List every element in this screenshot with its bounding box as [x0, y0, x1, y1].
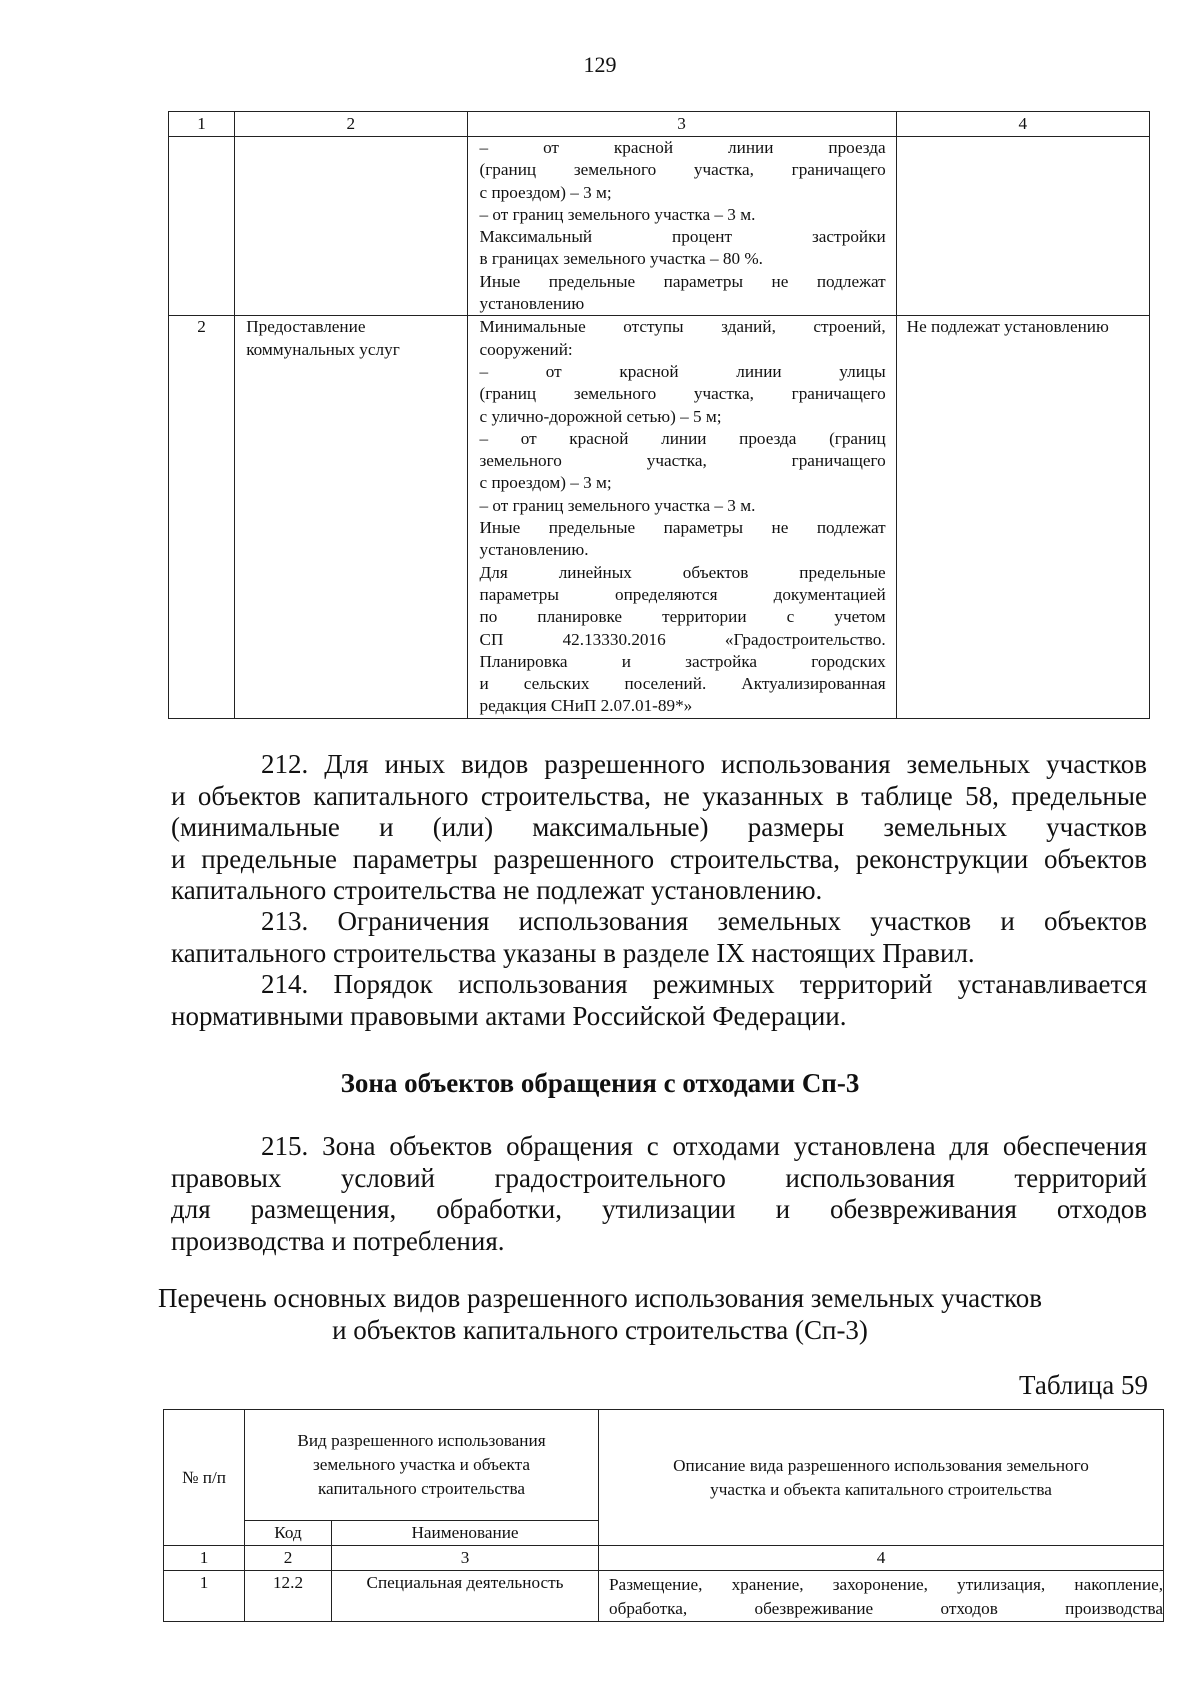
text-line: 214. Порядок использования режимных территорий устанавливается: [261, 969, 1147, 999]
text-line: с улично-дорожной сетью) – 5 м;: [479, 406, 722, 426]
column-number: 4: [599, 1546, 1164, 1571]
row-params: [467, 316, 896, 718]
text-line: – от красной линии улицы: [479, 361, 886, 381]
header-cell: 1: [169, 112, 235, 137]
text-line: коммунальных услуг: [246, 339, 400, 359]
text-line: Иные предельные параметры не подлежат: [479, 518, 886, 538]
header-cell: 2: [235, 112, 467, 137]
text-line: СП 42.13330.2016 «Градостроительство.: [479, 629, 886, 649]
text-line: с проездом) – 3 м;: [479, 182, 612, 202]
text-line: редакция СНиП 2.07.01-89*»: [479, 696, 693, 716]
table-59: [163, 1409, 1164, 1622]
column-number: 2: [245, 1546, 332, 1571]
text-line: обработка, обезвреживание отходов производства: [609, 1599, 1163, 1618]
text-line: Планировка и застройка городских: [479, 651, 886, 671]
text-line: Минимальные отступы зданий, строений,: [479, 317, 886, 337]
paragraph-215: [171, 1131, 1147, 1257]
text-line: параметры определяются документацией: [479, 584, 886, 604]
row-number: 2: [169, 316, 235, 718]
table-row: [164, 1571, 1164, 1622]
header-cell: 3: [467, 112, 896, 137]
header-line: капитального строительства: [317, 1479, 526, 1498]
text-line: и предельные параметры разрешенного строительства, реконструкции объектов: [171, 843, 1147, 874]
text-line: – от красной линии проезда: [479, 138, 886, 157]
table-header-row: [164, 1410, 1164, 1521]
row-name: [235, 137, 467, 316]
table-label: Таблица 59: [1019, 1370, 1148, 1400]
row-limits: [896, 137, 1149, 316]
text-line: Иные предельные параметры не подлежат: [479, 271, 886, 291]
page-number: 129: [583, 52, 617, 77]
paragraph-214: [171, 969, 1147, 1032]
text-line: по планировке территории с учетом: [479, 607, 886, 627]
table-header-row: [169, 112, 1150, 137]
text-line: – от границ земельного участка – 3 м.: [479, 495, 756, 515]
table-58-continuation: [168, 111, 1150, 719]
header-type: [245, 1410, 599, 1521]
paragraph-212: [171, 749, 1147, 907]
text-line: и сельских поселений. Актуализированная: [479, 674, 886, 694]
text-line: капитального строительства не подлежат установлению.: [171, 875, 823, 905]
table-caption: [0, 1282, 1200, 1346]
row-number: 1: [164, 1571, 245, 1622]
text-line: для размещения, обработки, утилизации и обезвреживания отходов: [171, 1194, 1147, 1224]
text-line: сооружений:: [479, 339, 573, 359]
row-description: [599, 1571, 1164, 1622]
text-line: 212. Для иных видов разрешенного использования земельных участков: [261, 749, 1147, 779]
row-limits: Не подлежат установлению: [896, 316, 1149, 718]
text-line: в границах земельного участка – 80 %.: [479, 249, 763, 269]
header-desc: [599, 1410, 1164, 1546]
text-line: Максимальный процент застройки: [479, 227, 886, 247]
text-line: 215. Зона объектов обращения с отходами установлена для обеспечения: [261, 1131, 1147, 1161]
header-line: Описание вида разрешенного использования земельного: [673, 1455, 1089, 1475]
table-row: [169, 316, 1150, 718]
text-line: с проездом) – 3 м;: [479, 473, 612, 493]
text-line: установлению: [479, 294, 585, 314]
column-number-row: [164, 1546, 1164, 1571]
header-name: Наименование: [332, 1521, 599, 1546]
text-line: производства и потребления.: [171, 1225, 505, 1256]
paragraph-213: [171, 906, 1147, 969]
text-line: – от красной линии проезда (границ: [479, 428, 886, 448]
row-name: [235, 316, 467, 718]
text-line: (границ земельного участка, граничащего: [479, 160, 886, 180]
column-number: 1: [164, 1546, 245, 1571]
text-line: капитального строительства указаны в разделе IX настоящих Правил.: [171, 937, 975, 968]
header-num: № п/п: [164, 1410, 245, 1546]
section-heading: Зона объектов обращения с отходами Сп-3: [340, 1068, 860, 1098]
text-line: Размещение, хранение, захоронение, утилизация, накопление,: [609, 1575, 1163, 1594]
text-line: – от границ земельного участка – 3 м.: [479, 204, 756, 224]
text-line: нормативными правовыми актами Российской Федерации.: [171, 1000, 847, 1031]
text-line: 213. Ограничения использования земельных участков и объектов: [261, 906, 1147, 936]
header-code: Код: [245, 1521, 332, 1546]
text-line: Для линейных объектов предельные: [479, 562, 886, 582]
text-line: Предоставление: [246, 317, 366, 337]
caption-line: Перечень основных видов разрешенного использования земельных участков: [158, 1283, 1042, 1313]
text-line: и объектов капитального строительства, не указанных в таблице 58, предельные: [171, 780, 1147, 811]
row-params: [467, 137, 896, 316]
row-name: Специальная деятельность: [332, 1571, 599, 1622]
row-code: 12.2: [245, 1571, 332, 1622]
header-line: участка и объекта капитального строительства: [710, 1479, 1052, 1499]
column-number: 3: [332, 1546, 599, 1571]
header-line: земельного участка и объекта: [312, 1455, 531, 1474]
header-cell: 4: [896, 112, 1149, 137]
text-line: (минимальные и (или) максимальные) размеры земельных участков: [171, 812, 1147, 842]
text-line: (границ земельного участка, граничащего: [479, 384, 886, 404]
text-line: правовых условий градостроительного использования территорий: [171, 1162, 1147, 1193]
text-line: земельного участка, граничащего: [479, 451, 886, 471]
caption-line: и объектов капитального строительства (Сп-3): [332, 1315, 868, 1345]
row-number: [169, 137, 235, 316]
text-line: установлению.: [479, 540, 589, 560]
header-line: Вид разрешенного использования: [297, 1431, 546, 1450]
table-row: [169, 137, 1150, 316]
